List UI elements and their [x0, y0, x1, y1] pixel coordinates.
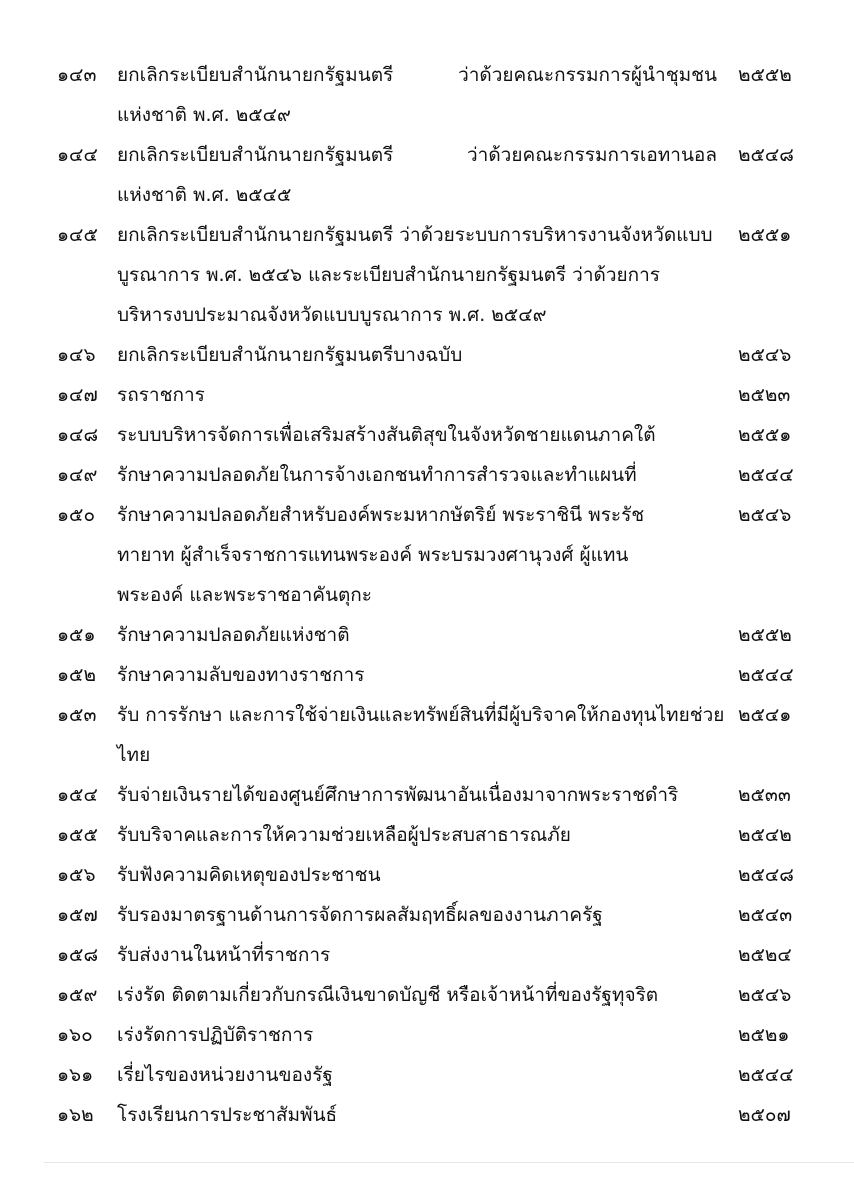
- item-title: รักษาความปลอดภัยแห่งชาติ: [117, 624, 350, 646]
- item-title: รักษาความปลอดภัยสำหรับองค์พระมหากษัตริย์ พระราชินี พระรัช: [117, 504, 645, 526]
- item-year: ๒๕๔๘: [738, 144, 794, 166]
- item-number: ๑๔๘: [57, 424, 99, 446]
- item-title: เรี่ยไรของหน่วยงานของรัฐ: [117, 1064, 333, 1086]
- list-item-line: [0, 535, 854, 575]
- list-item-line: [0, 815, 854, 855]
- list-item-line: [0, 215, 854, 255]
- item-title: รับ การรักษา และการใช้จ่ายเงินและทรัพย์สินที่มีผู้บริจาคให้กองทุนไทยช่วย: [117, 704, 725, 726]
- list-item: [0, 935, 854, 975]
- list-item: [0, 375, 854, 415]
- list-item: [0, 455, 854, 495]
- list-item: [0, 495, 854, 615]
- item-title: รักษาความลับของทางราชการ: [117, 664, 365, 686]
- item-year: ๒๕๔๑: [738, 704, 792, 726]
- item-number: ๑๕๘: [57, 944, 99, 966]
- list-item-line: [0, 95, 854, 135]
- item-title: รักษาความปลอดภัยในการจ้างเอกชนทำการสำรวจและทำแผนที่: [117, 464, 637, 486]
- list-item-line: [0, 695, 854, 735]
- item-year: ๒๕๕๑: [738, 424, 792, 446]
- item-number: ๑๕๔: [57, 784, 98, 806]
- list-item-line: [0, 415, 854, 455]
- list-item-line: [0, 615, 854, 655]
- item-year: ๒๕๒๓: [738, 384, 791, 406]
- page-bottom-divider: [44, 1162, 854, 1163]
- item-year: ๒๕๔๓: [738, 904, 793, 926]
- item-title: แห่งชาติ พ.ศ. ๒๕๔๕: [117, 184, 292, 206]
- list-item: [0, 975, 854, 1015]
- item-year: ๒๕๒๑: [738, 1024, 790, 1046]
- list-item-line: [0, 255, 854, 295]
- list-item-line: [0, 575, 854, 615]
- item-number: ๑๔๕: [57, 224, 98, 246]
- item-number: ๑๔๔: [57, 144, 98, 166]
- item-title: รับรองมาตรฐานด้านการจัดการผลสัมฤทธิ์ผลของงานภาครัฐ: [117, 904, 603, 926]
- list-item: [0, 135, 854, 215]
- regulation-list: [0, 55, 854, 1135]
- list-item-line: [0, 375, 854, 415]
- list-item-line: [0, 975, 854, 1015]
- item-title: บริหารงบประมาณจังหวัดแบบบูรณาการ พ.ศ. ๒๕๔๙: [117, 304, 547, 326]
- list-item: [0, 655, 854, 695]
- list-item: [0, 1095, 854, 1135]
- list-item: [0, 1055, 854, 1095]
- item-year: ๒๕๓๓: [738, 784, 791, 806]
- list-item: [0, 335, 854, 375]
- item-title: รับฟังความคิดเหตุของประชาชน: [117, 864, 381, 886]
- item-title: เร่งรัดการปฏิบัติราชการ: [117, 1024, 314, 1046]
- list-item-line: [0, 935, 854, 975]
- list-item: [0, 815, 854, 855]
- list-item-line: [0, 295, 854, 335]
- item-title: ยกเลิกระเบียบสำนักนายกรัฐมนตรี ว่าด้วยระบบการบริหารงานจังหวัดแบบ: [117, 224, 713, 246]
- item-year: ๒๕๔๖: [738, 504, 792, 526]
- list-item: [0, 855, 854, 895]
- item-year: ๒๕๔๔: [738, 664, 794, 686]
- list-item-line: [0, 1055, 854, 1095]
- item-year: ๒๕๔๒: [738, 824, 792, 846]
- list-item-line: [0, 1095, 854, 1135]
- item-title: ยกเลิกระเบียบสำนักนายกรัฐมนตรีบางฉบับ: [117, 344, 463, 366]
- item-title: รถราชการ: [117, 384, 205, 406]
- item-year: ๒๕๒๔: [738, 944, 792, 966]
- list-item: [0, 895, 854, 935]
- item-title: รับบริจาคและการให้ความช่วยเหลือผู้ประสบสาธารณภัย: [117, 824, 571, 846]
- item-year: ๒๕๔๘: [738, 864, 794, 886]
- list-item-line: [0, 335, 854, 375]
- list-item: [0, 1015, 854, 1055]
- item-year: ๒๕๕๒: [738, 624, 792, 646]
- item-title: ระบบบริหารจัดการเพื่อเสริมสร้างสันติสุขในจังหวัดชายแดนภาคใต้: [117, 424, 656, 446]
- item-number: ๑๖๑: [57, 1064, 94, 1086]
- item-title: รับจ่ายเงินรายได้ของศูนย์ศึกษาการพัฒนาอันเนื่องมาจากพระราชดำริ: [117, 784, 679, 806]
- list-item-line: [0, 855, 854, 895]
- list-item: [0, 55, 854, 135]
- item-title: ทายาท ผู้สำเร็จราชการแทนพระองค์ พระบรมวงศานุวงศ์ ผู้แทน: [117, 544, 629, 566]
- list-item-line: [0, 655, 854, 695]
- list-item: [0, 615, 854, 655]
- item-number: ๑๔๓: [57, 64, 97, 86]
- list-item-line: [0, 175, 854, 215]
- item-year: ๒๕๕๒: [738, 64, 792, 86]
- item-title: ไทย: [117, 744, 151, 766]
- item-number: ๑๖๐: [57, 1024, 93, 1046]
- list-item-line: [0, 775, 854, 815]
- item-number: ๑๔๖: [57, 344, 96, 366]
- item-number: ๑๕๙: [57, 984, 98, 1006]
- item-year: ๒๕๐๗: [738, 1104, 791, 1126]
- list-item-line: [0, 135, 854, 175]
- list-item-line: [0, 1015, 854, 1055]
- item-number: ๑๕๗: [57, 904, 98, 926]
- item-year: ๒๕๕๑: [738, 224, 792, 246]
- item-number: ๑๕๒: [57, 664, 96, 686]
- item-title: ยกเลิกระเบียบสำนักนายกรัฐมนตรี ว่าด้วยคณะกรรมการเอทานอล: [117, 144, 717, 166]
- item-title: รับส่งงานในหน้าที่ราชการ: [117, 944, 331, 966]
- item-title: โรงเรียนการประชาสัมพันธ์: [117, 1104, 338, 1126]
- item-title: ยกเลิกระเบียบสำนักนายกรัฐมนตรี ว่าด้วยคณะกรรมการผู้นำชุมชน: [117, 64, 717, 86]
- list-item: [0, 695, 854, 775]
- item-title: เร่งรัด ติดตามเกี่ยวกับกรณีเงินขาดบัญชี หรือเจ้าหน้าที่ของรัฐทุจริต: [117, 984, 659, 1006]
- item-title: บูรณาการ พ.ศ. ๒๕๔๖ และระเบียบสำนักนายกรัฐมนตรี ว่าด้วยการ: [117, 264, 661, 286]
- item-number: ๑๕๐: [57, 504, 96, 526]
- item-year: ๒๕๔๔: [738, 1064, 794, 1086]
- item-year: ๒๕๔๖: [738, 344, 792, 366]
- item-number: ๑๔๙: [57, 464, 98, 486]
- item-number: ๑๖๒: [57, 1104, 94, 1126]
- item-title: พระองค์ และพระราชอาคันตุกะ: [117, 584, 372, 606]
- list-item-line: [0, 895, 854, 935]
- item-title: แห่งชาติ พ.ศ. ๒๕๔๙: [117, 104, 291, 126]
- item-number: ๑๕๕: [57, 824, 98, 846]
- list-item: [0, 415, 854, 455]
- item-year: ๒๕๔๖: [738, 984, 792, 1006]
- list-item-line: [0, 55, 854, 95]
- item-number: ๑๕๓: [57, 704, 97, 726]
- item-year: ๒๕๔๔: [738, 464, 794, 486]
- item-number: ๑๕๑: [57, 624, 96, 646]
- list-item: [0, 775, 854, 815]
- list-item-line: [0, 495, 854, 535]
- list-item-line: [0, 735, 854, 775]
- item-number: ๑๔๗: [57, 384, 98, 406]
- list-item: [0, 215, 854, 335]
- item-number: ๑๕๖: [57, 864, 96, 886]
- list-item-line: [0, 455, 854, 495]
